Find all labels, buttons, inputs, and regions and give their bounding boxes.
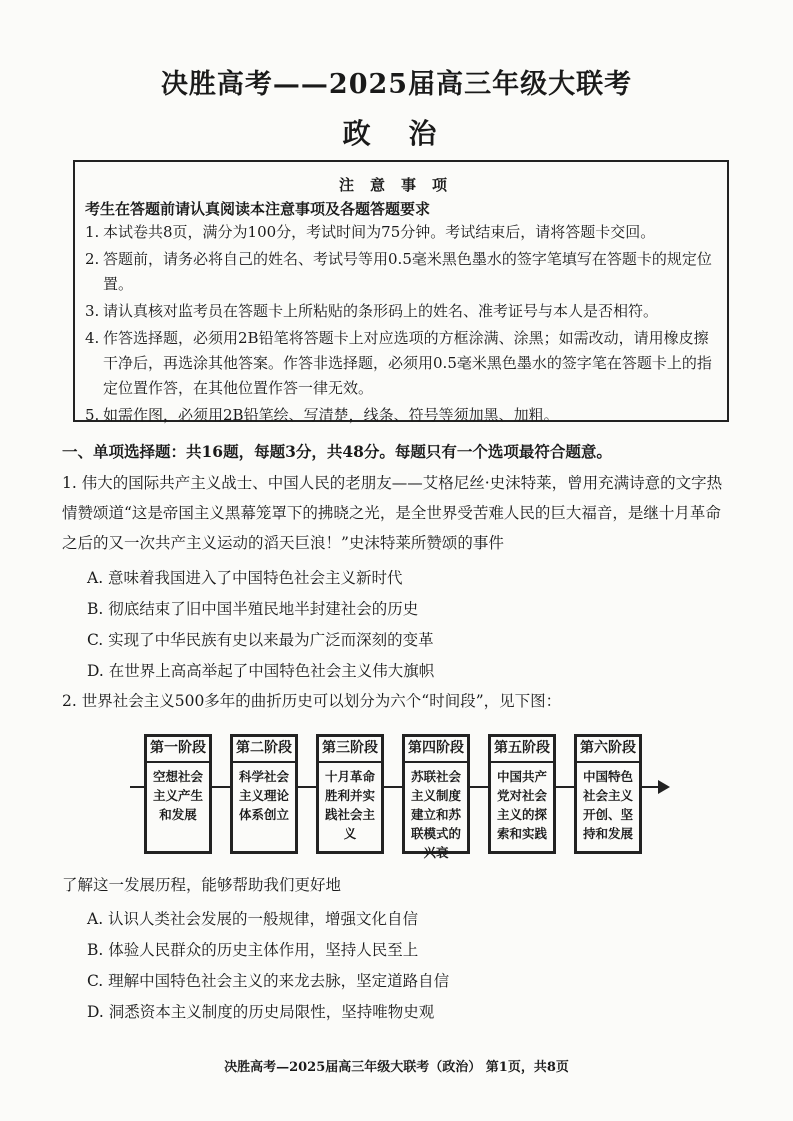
stage-box-3	[316, 734, 384, 854]
stages-diagram	[130, 730, 670, 860]
item-text: 答题前，请务必将自己的姓名、考试号等用0.5毫米黑色墨水的签字笔填写在答题卡的规定位置。	[103, 250, 712, 293]
question-1-stem: 1. 伟大的国际共产主义战士、中国人民的老朋友——艾格尼丝·史沫特莱，曾用充满诗意的文字热情赞颂道“这是帝国主义黑幕笼罩下的拂晓之光，是全世界受苦难人民的巨大福音，是继十月革命之后的又一次共产主义运动的滔天巨浪！”史沫特莱所赞颂的事件	[62, 474, 723, 552]
stage-head: 第六阶段	[577, 737, 639, 763]
exam-title: 决胜高考——2025届高三年级大联考	[160, 69, 633, 100]
timeline-arrow-head	[658, 780, 670, 794]
stage-box-5	[488, 734, 556, 854]
stage-head: 第二阶段	[233, 737, 295, 763]
stage-head: 第四阶段	[405, 737, 467, 763]
stage-head: 第三阶段	[319, 737, 381, 763]
stage-head: 第一阶段	[147, 737, 209, 763]
item-number: 4.	[85, 329, 100, 347]
question-2-option-c: C. 理解中国特色社会主义的来龙去脉，坚定道路自信	[87, 972, 450, 990]
question-1-option-a: A. 意味着我国进入了中国特色社会主义新时代	[87, 569, 403, 587]
item-text: 本试卷共8页，满分为100分，考试时间为75分钟。考试结束后，请将答题卡交回。	[103, 223, 656, 241]
question-2-option-b: B. 体验人民群众的历史主体作用，坚持人民至上	[87, 941, 419, 959]
stage-body: 中国共产党对社会主义的探索和实践	[496, 769, 547, 841]
notice-item	[85, 299, 721, 324]
stage-box-1	[144, 734, 212, 854]
notice-item	[85, 220, 721, 245]
stage-box-6	[574, 734, 642, 854]
question-2-follow: 了解这一发展历程，能够帮助我们更好地	[62, 876, 342, 894]
stage-body: 中国特色社会主义开创、坚持和发展	[582, 769, 633, 841]
stage-box-2	[230, 734, 298, 854]
stage-box-4	[402, 734, 470, 860]
question-2-option-a: A. 认识人类社会发展的一般规律，增强文化自信	[87, 910, 419, 928]
item-text: 请认真核对监考员在答题卡上所粘贴的条形码上的姓名、准考证号与本人是否相符。	[103, 302, 659, 320]
question-1-option-c: C. 实现了中华民族有史以来最为广泛而深刻的变革	[87, 631, 434, 649]
stage-head: 第五阶段	[491, 737, 553, 763]
notice-list	[85, 220, 721, 430]
page-footer: 决胜高考—2025届高三年级大联考（政治） 第1页，共8页	[224, 1060, 569, 1075]
item-number: 5.	[85, 406, 100, 424]
stage-body: 空想社会主义产生和发展	[152, 769, 203, 822]
item-number: 3.	[85, 302, 100, 320]
subject-title: 政 治	[342, 117, 451, 150]
item-text: 作答选择题，必须用2B铅笔将答题卡上对应选项的方框涂满、涂黑；如需改动，请用橡皮擦干净后，再选涂其他答案。作答非选择题，必须用0.5毫米黑色墨水的签字笔在答题卡上的指定位置作答，在其他位置作答一律无效。	[103, 329, 712, 397]
question-1-option-d: D. 在世界上高高举起了中国特色社会主义伟大旗帜	[87, 662, 435, 680]
stage-body: 十月革命胜利并实践社会主义	[324, 769, 375, 841]
notice-item	[85, 326, 721, 401]
question-2-option-d: D. 洞悉资本主义制度的历史局限性，坚持唯物史观	[87, 1003, 435, 1021]
stage-body: 科学社会主义理论体系创立	[238, 769, 289, 822]
notice-item	[85, 403, 721, 428]
question-2-stem: 2. 世界社会主义500多年的曲折历史可以划分为六个“时间段”，见下图：	[62, 692, 562, 710]
notice-intro: 考生在答题前请认真阅读本注意事项及各题答题要求	[85, 200, 431, 218]
stage-body: 苏联社会主义制度建立和苏联模式的兴衰	[410, 769, 461, 860]
question-1-option-b: B. 彻底结束了旧中国半殖民地半封建社会的历史	[87, 600, 419, 618]
notice-title: 注意事项	[338, 176, 463, 194]
item-number: 2.	[85, 250, 100, 268]
section-heading: 一、单项选择题：共16题，每题3分，共48分。每题只有一个选项最符合题意。	[62, 442, 612, 461]
notice-item	[85, 247, 721, 297]
notice-box	[73, 160, 729, 422]
item-number: 1.	[85, 223, 100, 241]
item-text: 如需作图，必须用2B铅笔绘、写清楚，线条、符号等须加黑、加粗。	[103, 406, 559, 424]
